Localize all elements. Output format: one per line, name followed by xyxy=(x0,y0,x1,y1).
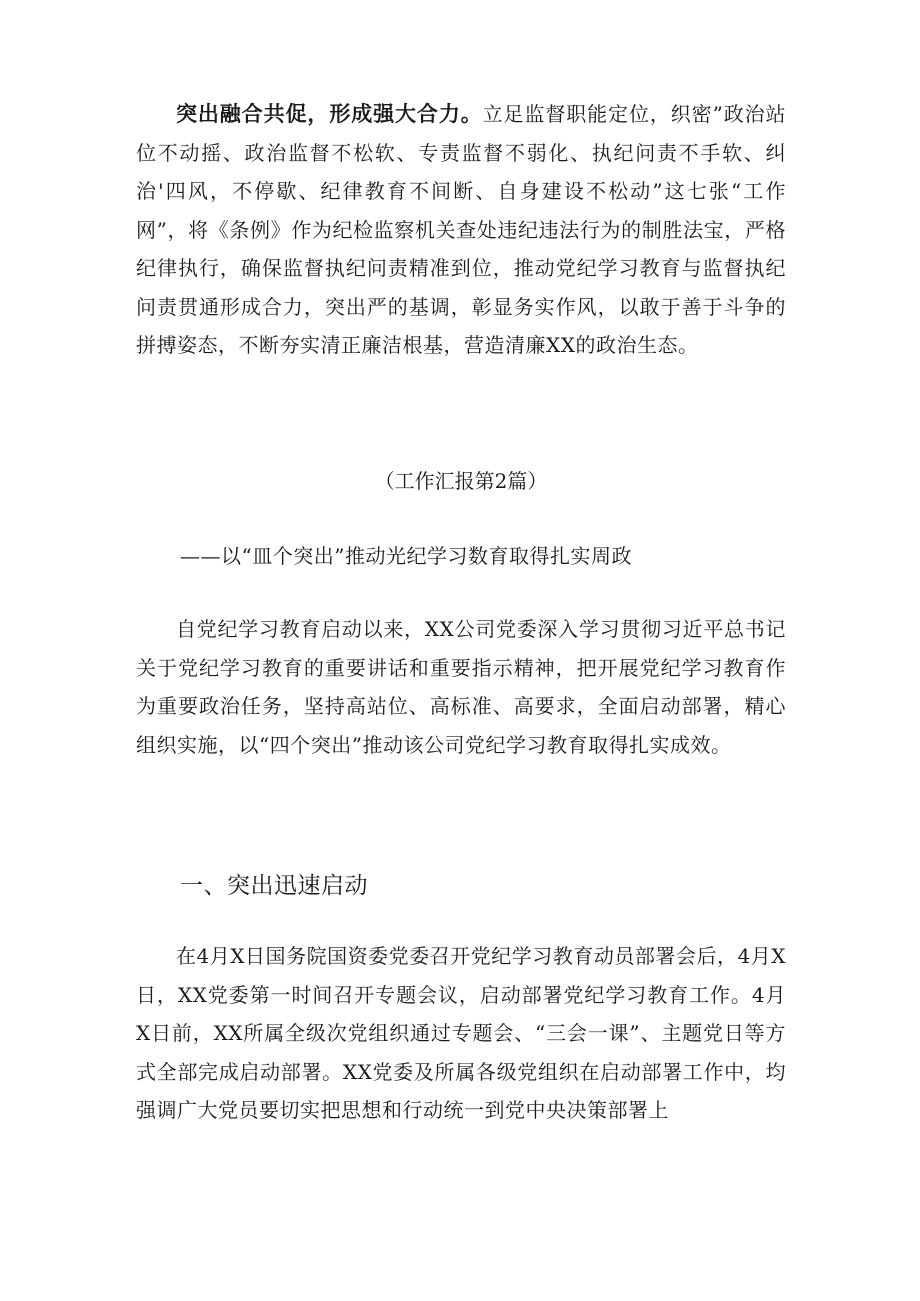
paragraph-body: 立足监督职能定位，织密”政治站位不动摇、政治监督不松软、专责监督不弱化、执纪问责不手软、纠治'四风，不停歇、纪律教育不间断、自身建设不松动”这七张“工作网”，将《条例》作为纪检监察机关查处违纪违法行为的制胜法宝，严格纪律执行，确保监督执纪问责精准到位，推动党纪学习教育与监督执纪问责贯通形成合力，突出严的基调，彰显务实作风，以敢于善于斗争的拼搏姿态，不断夯实清正廉洁根基，营造清廉XX的政治生态。 xyxy=(136,102,786,357)
document-subtitle: ——以“皿个突出”推动光纪学习数育取得扎实周政 xyxy=(180,544,632,568)
section-label: （工作汇报第2篇） xyxy=(374,469,548,493)
paragraph-lead-bold: 突出融合共促，形成强大合力。 xyxy=(176,102,483,126)
heading-section-one: 一、突出迅速启动 xyxy=(180,873,368,899)
paragraph-merge-synergy xyxy=(136,95,786,365)
paragraph-rapid-launch: 在4月X日国务院国资委党委召开党纪学习教育动员部署会后，4月X日，XX党委第一时间召开专题会议，启动部署党纪学习教育工作。4月X日前，XX所属全级次党组织通过专题会、“三会一课”、主题党日等方式全部完成启动部署。XX党委及所属各级党组织在启动部署工作中，均强调广大党员要切实把思想和行动统一到党中央决策部署上 xyxy=(136,944,786,1122)
paragraph-intro: 自党纪学习教育启动以来，XX公司党委深入学习贯彻习近平总书记关于党纪学习教育的重要讲话和重要指示精神，把开展党纪学习教育作为重要政治任务，坚持高站位、高标准、高要求，全面启动部署，精心组织实施，以“四个突出”推动该公司党纪学习教育取得扎实成效。 xyxy=(136,617,786,757)
